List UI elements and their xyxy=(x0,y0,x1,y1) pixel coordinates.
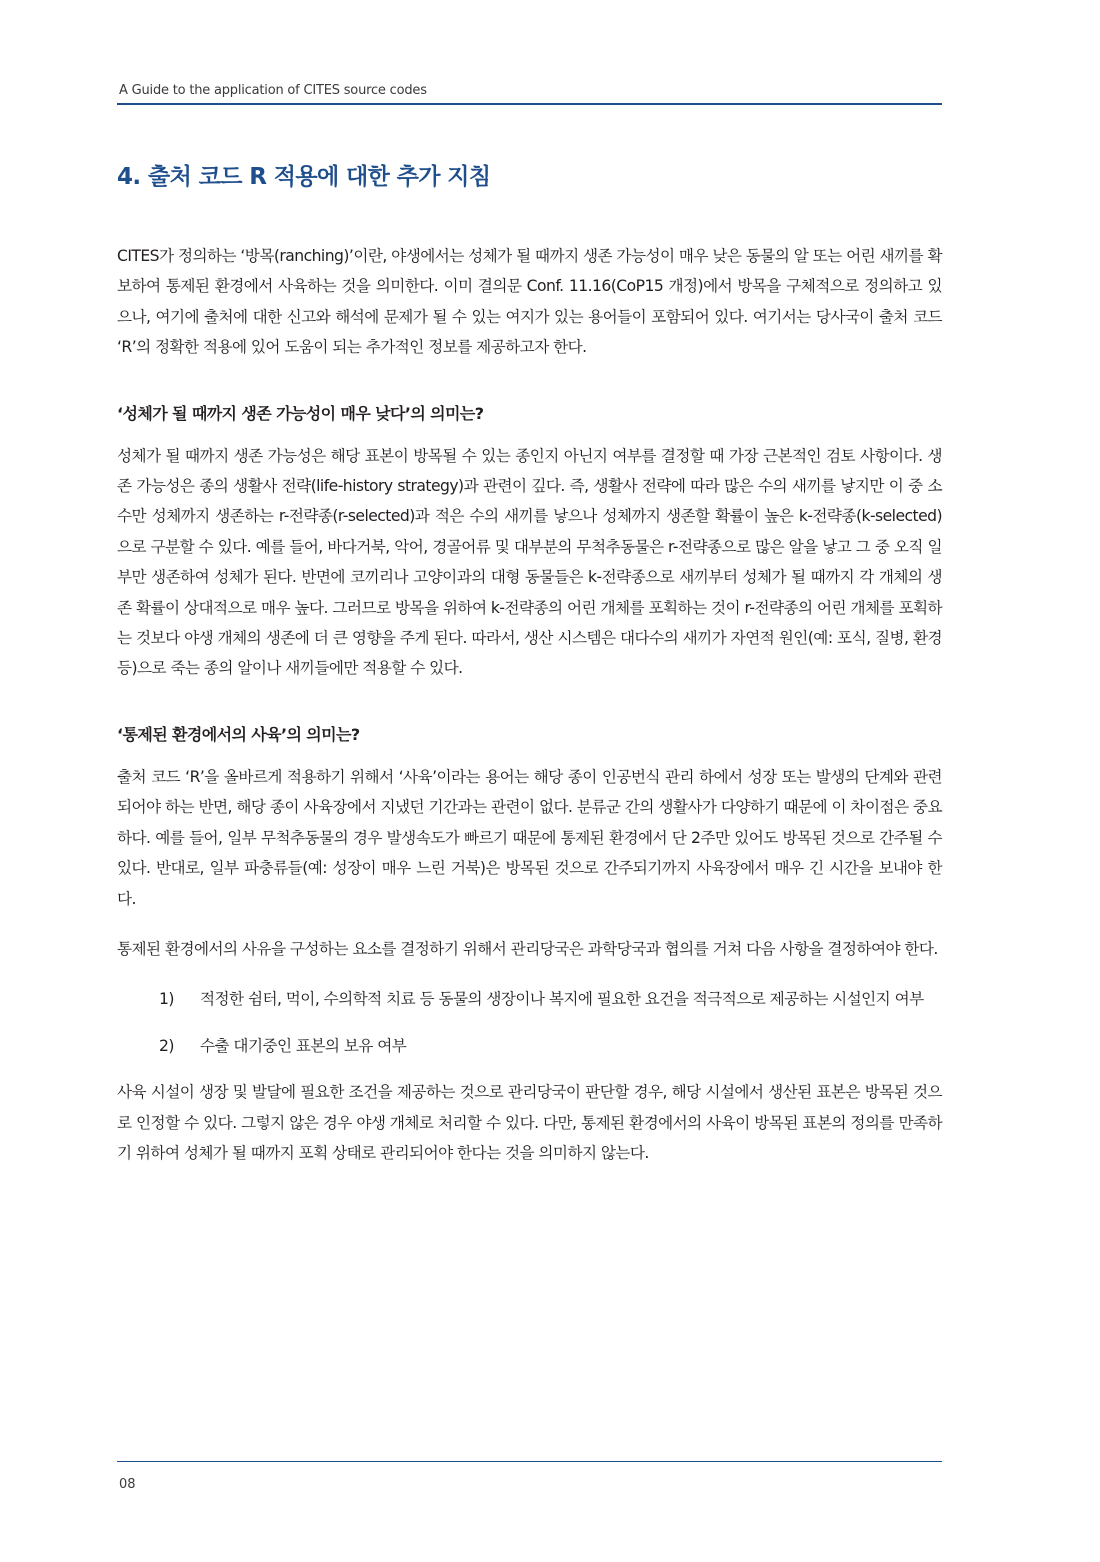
list-item xyxy=(117,1031,942,1061)
intro-paragraph: CITES가 정의하는 ‘방목(ranching)’이란, 야생에서는 성체가 될 때까지 생존 가능성이 매우 낮은 동물의 알 또는 어린 새끼를 확보하여 통제된 환경에서 사육하는 것을 의미한다. 이미 결의문 Conf. 11.16(CoP15 개정)에서 방목을 구체적으로 정의하고 있으나, 여기에 출처에 대한 신고와 해석에 문제가 될 수 있는 여지가 있는 용어들이 포함되어 있다. 여기서는 당사국이 출처 코드 ‘R’의 정확한 적용에 있어 도움이 되는 추가적인 정보를 제공하고자 한다. xyxy=(117,247,942,357)
header-divider xyxy=(117,103,942,105)
q2-paragraph-1: 출처 코드 ‘R’을 올바르게 적용하기 위해서 ‘사육’이라는 용어는 해당 종이 인공번식 관리 하에서 성장 또는 발생의 단계와 관련되어야 하는 반면, 해당 종이 사육장에서 지냈던 기간과는 관련이 없다. 분류군 간의 생활사가 다양하기 때문에 이 차이점은 중요하다. 예를 들어, 일부 무척추동물의 경우 발생속도가 빠르기 때문에 통제된 환경에서 단 2주만 있어도 방목된 것으로 간주될 수 있다. 반대로, 일부 파충류들(예: 성장이 매우 느린 거북)은 방목된 것으로 간주되기까지 사육장에서 매우 긴 시간을 보내야 한다. xyxy=(117,767,942,908)
list-item xyxy=(117,984,942,1014)
requirements-list xyxy=(117,984,942,1061)
q2-paragraph-3: 사육 시설이 생장 및 발달에 필요한 조건을 제공하는 것으로 관리당국이 판단할 경우, 해당 시설에서 생산된 표본은 방목된 것으로 인정할 수 있다. 그렇지 않은 경우 야생 개체로 처리할 수 있다. 다만, 통제된 환경에서의 사육이 방목된 표본의 정의를 만족하기 위하여 성체가 될 때까지 포획 상태로 관리되어야 한다는 것을 의미하지 않는다. xyxy=(117,1083,942,1162)
section-title: 4. 출처 코드 R 적용에 대한 추가 지침 xyxy=(117,164,491,190)
page-content xyxy=(117,158,942,1188)
q1-heading: ‘성체가 될 때까지 생존 가능성이 매우 낮다’의 의미는? xyxy=(117,403,484,423)
footer-divider xyxy=(117,1461,942,1462)
running-header: A Guide to the application of CITES source codes xyxy=(119,83,427,98)
list-item-number: 1) xyxy=(159,990,174,1009)
page-number: 08 xyxy=(119,1477,136,1492)
list-item-number: 2) xyxy=(159,1036,174,1055)
q2-paragraph-2: 통제된 환경에서의 사유을 구성하는 요소를 결정하기 위해서 관리당국은 과학당국과 협의를 거쳐 다음 사항을 결정하여야 한다. xyxy=(117,939,938,958)
list-item-text: 적정한 쉼터, 먹이, 수의학적 치료 등 동물의 생장이나 복지에 필요한 요건을 적극적으로 제공하는 시설인지 여부 xyxy=(200,990,924,1009)
q2-heading: ‘통제된 환경에서의 사육’의 의미는? xyxy=(117,724,360,744)
list-item-text: 수출 대기중인 표본의 보유 여부 xyxy=(200,1036,407,1055)
q1-paragraph: 성체가 될 때까지 생존 가능성은 해당 표본이 방목될 수 있는 종인지 아닌지 여부를 결정할 때 가장 근본적인 검토 사항이다. 생존 가능성은 종의 생활사 전략(life-history strategy)과 관련이 깊다. 즉, 생활사 전략에 따라 많은 수의 새끼를 낳지만 이 중 소수만 성체까지 생존하는 r-전략종(r-selected)과 적은 수의 새끼를 낳으나 성체까지 생존할 확률이 높은 k-전략종(k-selected)으로 구분할 수 있다. 예를 들어, 바다거북, 악어, 경골어류 및 대부분의 무척추동물은 r-전략종으로 많은 알을 낳고 그 중 오직 일부만 생존하여 성체가 된다. 반면에 코끼리나 고양이과의 대형 동물들은 k-전략종으로 새끼부터 성체가 될 때까지 각 개체의 생존 확률이 상대적으로 매우 높다. 그러므로 방목을 위하여 k-전략종의 어린 개체를 포획하는 것이 r-전략종의 어린 개체를 포획하는 것보다 야생 개체의 생존에 더 큰 영향을 주게 된다. 따라서, 생산 시스템은 대다수의 새끼가 자연적 원인(예: 포식, 질병, 환경 등)으로 죽는 종의 알이나 새끼들에만 적용할 수 있다. xyxy=(117,446,943,678)
